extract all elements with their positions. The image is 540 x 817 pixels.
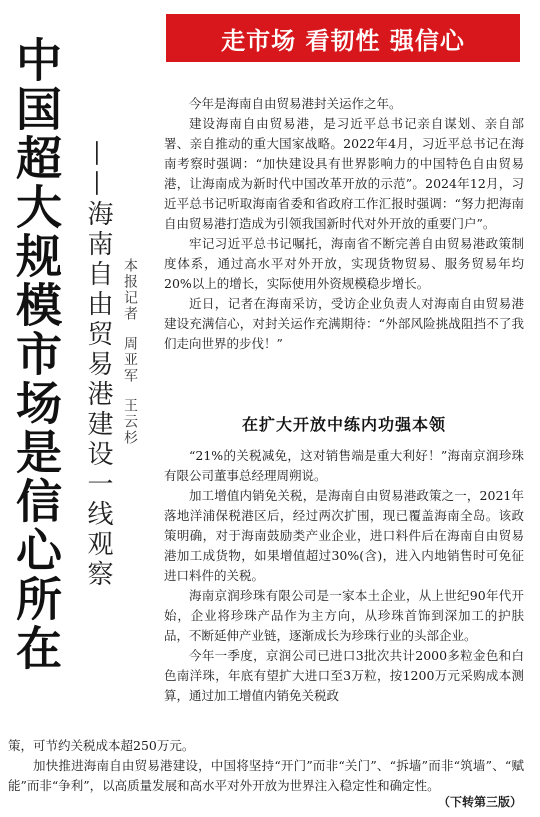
paragraph: 建设海南自由贸易港，是习近平总书记亲自谋划、亲自部署、亲自推动的重大国家战略。2022年4月，习近平总书记在海南考察时强调：“加快建设具有世界影响力的中国特色自由贸易港，让海南成为新时代中国改革开放的示范”。2024年12月，习近平总书记听取海南省委和省政府工作汇报时强调：“努力把海南自由贸易港打造成为引领我国新时代对外开放的重要门户”。: [164, 116, 524, 231]
paragraph: 近日，记者在海南采访，受访企业负责人对海南自由贸易港建设充满信心，对封关运作充满期待：“外部风险挑战阻挡不了我们走向世界的步伐！”: [164, 296, 524, 351]
byline-label: 本报记者: [122, 258, 138, 322]
byline: [118, 258, 142, 446]
intro-column: [164, 94, 524, 354]
paragraph: “21%的关税减免，这对销售端是重大利好！”海南京润珍珠有限公司董事总经理周朔说。: [164, 448, 524, 483]
byline-reporter-2: 王云杉: [122, 398, 138, 446]
bottom-text: [8, 736, 524, 796]
section-title: 在扩大开放中练内功强本领: [241, 415, 446, 434]
section-column: [164, 446, 524, 706]
section-banner: 走市场 看韧性 强信心: [166, 14, 520, 62]
subheadline: ——海南自由贸易港建设一线观察: [83, 140, 113, 590]
paragraph: 加工增值内销免关税，是海南自由贸易港政策之一，2021年落地洋浦保税港区后，经过两次扩围，现已覆盖海南全岛。该政策明确，对于海南鼓励类产业企业，进口料件后在海南自由贸易港加工成货物，如果增值超过30%(含)，进入内地销售时可免征进口料件的关税。: [164, 488, 524, 583]
byline-reporter-1: 周亚军: [122, 336, 138, 384]
paragraph: 牢记习近平总书记嘱托，海南省不断完善自由贸易港政策制度体系，通过高水平对外开放，实现货物贸易、服务贸易年均20%以上的增长，实际使用外资规模稳步增长。: [164, 236, 524, 291]
headline: 中国超大规模市场是信心所在: [9, 36, 63, 673]
paragraph: 今年是海南自由贸易港封关运作之年。: [189, 96, 402, 111]
continued-note: （下转第三版）: [437, 795, 522, 809]
paragraph: 策，可节约关税成本超250万元。: [8, 738, 195, 753]
paragraph: 加快推进海南自由贸易港建设，中国将坚持“开门”而非“关门”、“拆墙”而非“筑墙”、“赋能”而非“争利”，以高质量发展和高水平对外开放为世界注入稳定性和确定性。: [8, 758, 524, 793]
paragraph: 今年一季度，京润公司已进口3批次共计2000多粒金色和白色南洋珠，年底有望扩大进口至3万粒，按1200万元采购成本测算，通过加工增值内销免关税政: [164, 648, 524, 703]
paragraph: 海南京润珍珠有限公司是一家本土企业，从上世纪90年代开始，企业将珍珠产品作为主方向，从珍珠首饰到深加工的护肤品，不断延伸产业链，逐渐成长为珍珠行业的头部企业。: [164, 588, 524, 643]
